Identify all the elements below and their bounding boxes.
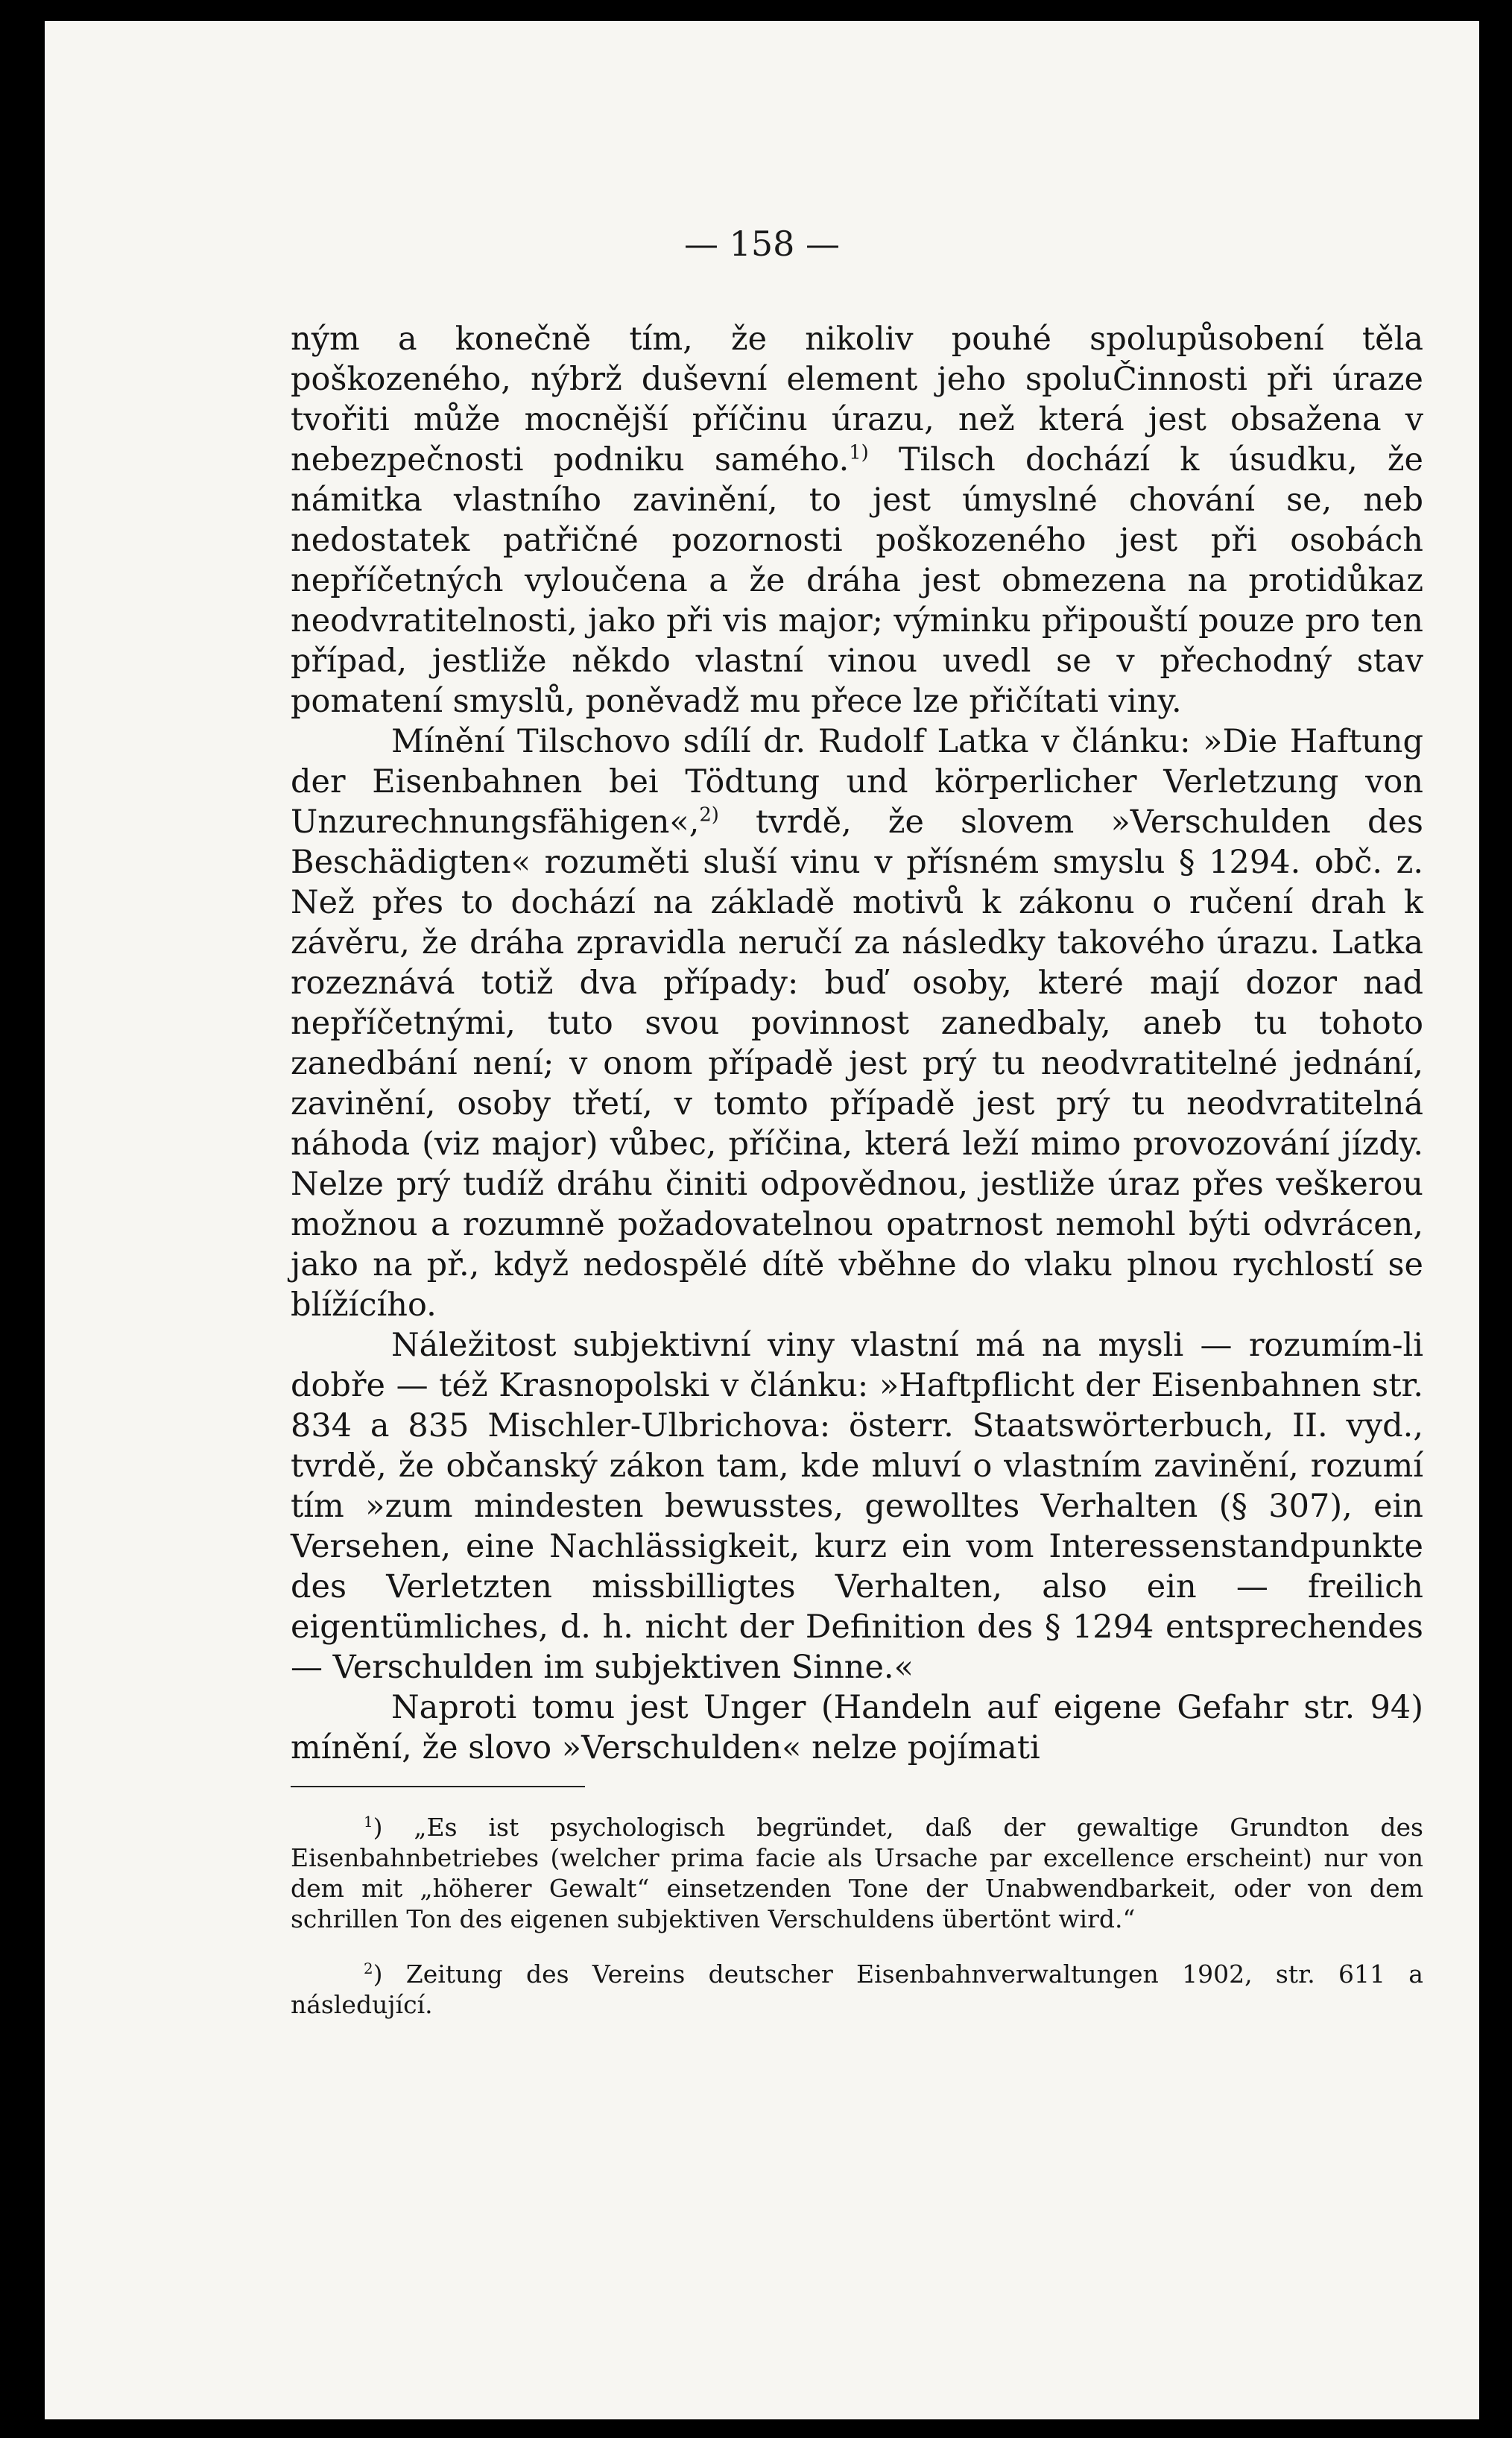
paragraph-4: Naproti tomu jest Unger (Handeln auf eigene Gefahr str. 94) mínění, že slovo »Verschulden« nelze pojímati	[291, 1689, 1423, 1766]
paragraph-2-continuation: tvrdě, že slovem »Verschulden des Beschädigten« rozuměti sluší vinu v přísném smyslu § 1294. obč. z. Než přes to dochází na základě motivů k zákonu o ručení drah k závěru, že dráha zpravidla neručí za následky takového úrazu. Latka rozeznává totiž dva případy: buď osoby, které mají dozor nad nepříčetnými, tuto svou povinnost zanedbaly, aneb tu tohoto zanedbání není; v onom případě jest prý tu neodvratitelné jednání, zavinění, osoby třetí, v tomto případě jest prý tu neodvratitelná náhoda (viz major) vůbec, příčina, která leží mimo provozování jízdy. Nelze prý tudíž dráhu činiti odpovědnou, jestliže úraz přes veškerou možnou a rozumně požadovatelnou opatrnost nemohl býti odvrácen, jako na př., když nedospělé dítě vběhne do vlaku plnou rychlostí se blížícího.	[291, 803, 1423, 1324]
footnote-2-text: Zeitung des Vereins deutscher Eisenbahnverwaltungen 1902, str. 611 a následující.	[291, 1959, 1423, 2019]
footnote-1-marker: 1	[364, 1813, 373, 1831]
book-page	[45, 21, 1479, 2419]
footnote-2: $^2$) Zeitung des Vereins deutscher Eisenbahnverwaltungen 1902, str. 611 a následující.	[291, 1959, 1423, 2019]
paragraph-1-text: ným a konečně tím, že nikoliv pouhé spolupůsobení těla poškozeného, nýbrž duševní element jeho spoluČinnosti při úraze tvořiti může mocnější příčinu úrazu, než která jest obsažena v nebezpečnosti podniku samého.	[291, 320, 1423, 479]
text-block	[291, 319, 1423, 2044]
page-number: — 158 —	[683, 224, 841, 264]
paragraph-2-text: Mínění Tilschovo sdílí dr. Rudolf Latka v článku: »Die Haftung der Eisenbahnen bei Tödtung und körperlicher Verletzung von Unzurechnungsfähigen«,	[291, 723, 1423, 841]
body-text	[291, 319, 1423, 1768]
footnote-2-marker: 2	[364, 1960, 373, 1977]
footnote-ref-1: 1)	[849, 441, 869, 464]
footnote-ref-2: 2)	[699, 803, 719, 827]
footnote-divider	[291, 1786, 585, 1787]
footnotes	[291, 1812, 1423, 2020]
footnote-1-text: „Es ist psychologisch begründet, daß der gewaltige Grundton des Eisenbahnbetriebes (welcher prima facie als Ursache par excellence erscheint) nur von dem mit „höherer Gewalt“ einsetzenden Tone der Unabwendbarkeit, oder von dem schrillen Ton des eigenen subjektiven Verschuldens übertönt wird.“	[291, 1813, 1423, 1933]
footnote-1: $^1$) „Es ist psychologisch begründet, daß der gewaltige Grundton des Eisenbahnbetriebes (welcher prima facie als Ursache par excellence erscheint) nur von dem mit „höherer Gewalt“ einsetzenden Tone der Unabwendbarkeit, oder von dem schrillen Ton des eigenen subjektiven Verschuldens übertönt wird.“	[291, 1813, 1423, 1933]
paragraph-3: Náležitost subjektivní viny vlastní má na mysli — rozumím-li dobře — též Krasnopolski v článku: »Haftpflicht der Eisenbahnen str. 834 a 835 Mischler-Ulbrichova: österr. Staatswörterbuch, II. vyd., tvrdě, že občanský zákon tam, kde mluví o vlastním zavinění, rozumí tím »zum mindesten bewusstes, gewolltes Verhalten (§ 307), ein Versehen, eine Nachlässigkeit, kurz ein vom Interessenstandpunkte des Verletzten missbilligtes Verhalten, also ein — freilich eigentümliches, d. h. nicht der Definition des § 1294 entsprechendes — Verschulden im subjektiven Sinne.«	[291, 1327, 1423, 1686]
paragraph-1-continuation: Tilsch dochází k úsudku, že námitka vlastního zavinění, to jest úmyslné chování se, neb nedostatek patřičné pozornosti poškozeného jest při osobách nepříčetných vyloučena a že dráha jest obmezena na protidůkaz neodvratitelnosti, jako při vis major; výminku připouští pouze pro ten případ, jestliže někdo vlastní vinou uvedl se v přechodný stav pomatení smyslů, poněvadž mu přece lze přičítati viny.	[291, 441, 1423, 720]
paragraph-1	[291, 319, 1423, 721]
paragraph-2	[291, 721, 1423, 1325]
